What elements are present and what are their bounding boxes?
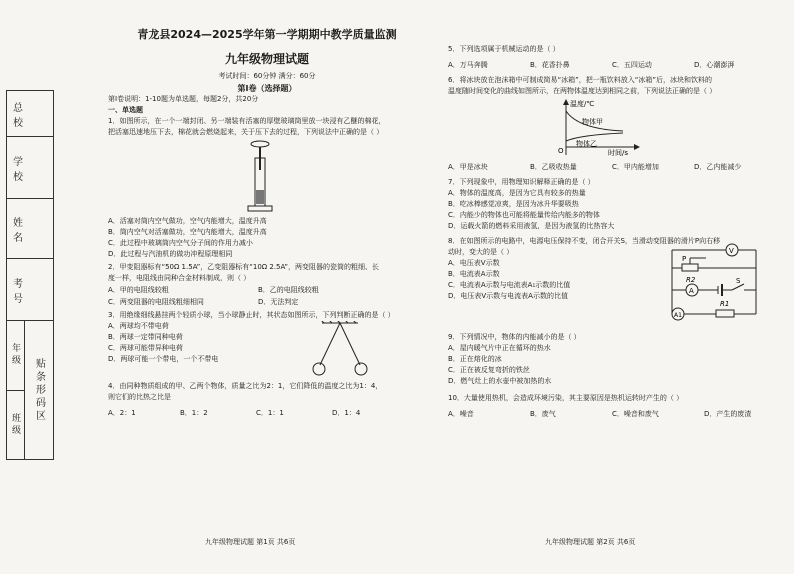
q8-stem-line2: 动时，变大的是（ ）	[448, 248, 514, 256]
q10-stem: 10．大量使用热机，会造成环境污染，其主要原因是热机运转时产生的（ ）	[448, 394, 684, 402]
graph-y-label: 温度/℃	[570, 100, 595, 108]
q1-stem-line1: 1．如图所示，在一个一端封闭、另一端装有活塞的厚壁玻璃筒里放一块浸有乙醚的棉花，	[108, 117, 386, 125]
voltmeter-label: V	[729, 247, 734, 255]
name-field: 姓 名	[7, 199, 53, 259]
volume-heading: 第Ⅰ卷（选择题）	[237, 84, 297, 93]
q9-stem: 9．下列情况中，物体的内能减小的是（ ）	[448, 333, 581, 341]
q8-stem-line1: 8．在如图所示的电路中，电源电压保持不变，闭合开关S，当滑动变阻器的滑片P向右移	[448, 237, 721, 245]
q4-stem-line2: 则它们的比热之比是	[108, 393, 171, 401]
q1-figure	[108, 138, 426, 216]
page-2-column	[448, 44, 784, 420]
class-field: 班级	[10, 412, 20, 437]
q1-option-b: B．筒内空气对活塞做功，空气内能增大，温度升高	[108, 228, 267, 236]
circuit-diagram	[644, 242, 778, 328]
barcode-area	[7, 321, 53, 459]
hanging-balls-diagram	[308, 321, 388, 377]
q2-options	[108, 284, 426, 296]
q8-option-d: D．电压表V示数与电流表A示数的比值	[448, 292, 568, 300]
q5-option-a: A．万马奔腾	[448, 61, 488, 69]
instruction: 第Ⅰ卷说明：1-10题为单选题，每题2分，共20分	[108, 95, 259, 103]
barcode-label: 贴条形码区	[33, 357, 45, 423]
q1-option-d: D．此过程与汽油机的做功冲程原理相同	[108, 250, 233, 258]
q10-option-d: D．产生的废渣	[704, 410, 752, 418]
q2-stem-line1: 2．甲变阻器标有“50Ω 1.5A”，乙变阻器标有“10Ω 2.5A”，两变阻器的瓷筒的粗细、长	[108, 263, 380, 271]
q4-stem-line1: 4．由同种物质组成的甲、乙两个物体，质量之比为2：1，它们降低的温度之比为1：4，	[108, 382, 383, 390]
page-2-footer: 九年级物理试题 第2页 共6页	[545, 538, 636, 546]
q5-option-d: D．心潮澎湃	[694, 61, 735, 69]
q2-options-row2	[108, 296, 426, 308]
q6-option-c: C．甲内能增加	[612, 163, 659, 171]
q6-option-a: A．甲是冰块	[448, 163, 488, 171]
graph-curve-b-label: 物体乙	[576, 140, 597, 148]
q3-option-d: D．两球可能一个带电，一个不带电	[108, 355, 219, 363]
q1-option-a: A．活塞对筒内空气做功，空气内能增大，温度升高	[108, 217, 267, 225]
piston-cylinder-diagram	[108, 138, 426, 216]
binding-margin	[6, 90, 54, 460]
q7-stem: 7．下列现象中，用物理知识解释正确的是（ ）	[448, 178, 595, 186]
graph-x-label: 时间/s	[608, 149, 629, 157]
q2-option-a: A．甲的电阻线较粗	[108, 286, 169, 294]
q7-option-a: A．物体的温度高，是因为它具有较多的热量	[448, 189, 586, 197]
graph-curve-a-label: 物体甲	[582, 118, 603, 126]
q6-option-d: D．乙内能减少	[694, 163, 742, 171]
q5-stem: 5．下列选项属于机械运动的是（ ）	[448, 45, 560, 53]
q4-option-c: C．1：1	[256, 409, 284, 417]
q1-stem-line2: 把活塞迅速地压下去，棉花就会燃烧起来，关于压下去的过程，下列说法中正确的是（ ）	[108, 128, 384, 136]
grade-field: 年级	[7, 321, 24, 391]
graph-origin-label: O	[558, 147, 564, 155]
q10-option-c: C．噪音和废气	[612, 410, 659, 418]
page-1-column	[108, 22, 426, 419]
q3-option-c: C．两球可能带异种电荷	[108, 344, 183, 352]
temperature-time-graph	[448, 97, 784, 161]
q6-figure	[448, 97, 784, 161]
q9-option-c: C．正在被反复弯折的铁丝	[448, 366, 530, 374]
switch-s-label: S	[736, 277, 741, 285]
q2-option-d: D．无法判定	[258, 298, 299, 306]
school-field: 学 校	[7, 137, 53, 199]
q7-option-c: C．内能少的物体也可能将能量传给内能多的物体	[448, 211, 600, 219]
q9-option-b: B．正在熔化的冰	[448, 355, 502, 363]
r1-label: R1	[720, 300, 730, 308]
q3-stem: 3．用绝缘细线悬挂两个轻质小球，当小球静止时，其状态如图所示，下列判断正确的是（ ）	[108, 311, 395, 319]
q2-option-c: C．两变阻器的电阻线粗细相同	[108, 298, 204, 306]
q9-option-d: D．燃气灶上的水壶中被加热的水	[448, 377, 552, 385]
q3-option-b: B．两球一定带同种电荷	[108, 333, 183, 341]
r2-label: R2	[686, 276, 696, 284]
q6-options	[448, 161, 784, 173]
q9-option-a: A．屋内暖气片中正在循环的热水	[448, 344, 551, 352]
ammeter-a-label: A	[689, 287, 694, 295]
q6-stem-line1: 6．将冰块放在泡沫箱中可制成简易“冰箱”，把一瓶饮料放入“冰箱”后，冰块和饮料的	[448, 76, 712, 84]
q5-option-c: C．五四运动	[612, 61, 652, 69]
q4-options	[108, 407, 426, 419]
q2-option-b: B．乙的电阻线较粗	[258, 286, 319, 294]
section-heading: 一、单选题	[108, 106, 143, 114]
q3-block	[108, 321, 426, 377]
q2-stem-line2: 度一样，电阻线由同种合金材料制成，则（ ）	[108, 274, 251, 282]
q7-option-b: B．吃冰棒感觉凉爽，是因为冰升华要吸热	[448, 200, 579, 208]
page-1-footer: 九年级物理试题 第1页 共6页	[205, 538, 296, 546]
q4-option-d: D．1：4	[332, 409, 361, 417]
q4-option-b: B．1：2	[180, 409, 208, 417]
exam-number-field: 考 号	[7, 259, 53, 321]
q10-option-b: B．废气	[530, 410, 556, 418]
q8-option-a: A．电压表V示数	[448, 259, 500, 267]
q6-option-b: B．乙吸收热量	[530, 163, 577, 171]
q10-options	[448, 408, 784, 420]
q1-option-c: C．此过程中玻璃筒内空气分子间的作用力减小	[108, 239, 253, 247]
q8-option-b: B．电流表A示数	[448, 270, 500, 278]
ammeter-a1-label: A1	[674, 312, 682, 319]
q5-option-b: B．花香扑鼻	[530, 61, 570, 69]
slider-p-label: P	[682, 255, 687, 263]
exam-info: 考试时间：60分钟 满分：60分	[218, 72, 316, 80]
exam-title: 青龙县2024—2025学年第一学期期中教学质量监测	[137, 28, 397, 41]
exam-subtitle: 九年级物理试题	[224, 52, 309, 66]
q6-stem-line2: 温度随时间变化的曲线如图所示，在两物体温度达到相同之前，下列说法正确的是（ ）	[448, 87, 717, 95]
q5-options	[448, 59, 784, 71]
school-district-field: 总 校	[7, 91, 53, 137]
q4-option-a: A．2：1	[108, 409, 136, 417]
q7-option-d: D．运载火箭的燃料采用液氢，是因为液氢的比热容大	[448, 222, 615, 230]
q3-option-a: A．两球均不带电荷	[108, 322, 169, 330]
q10-option-a: A．噪音	[448, 410, 474, 418]
q8-option-c: C．电流表A示数与电流表A₁示数的比值	[448, 281, 571, 289]
